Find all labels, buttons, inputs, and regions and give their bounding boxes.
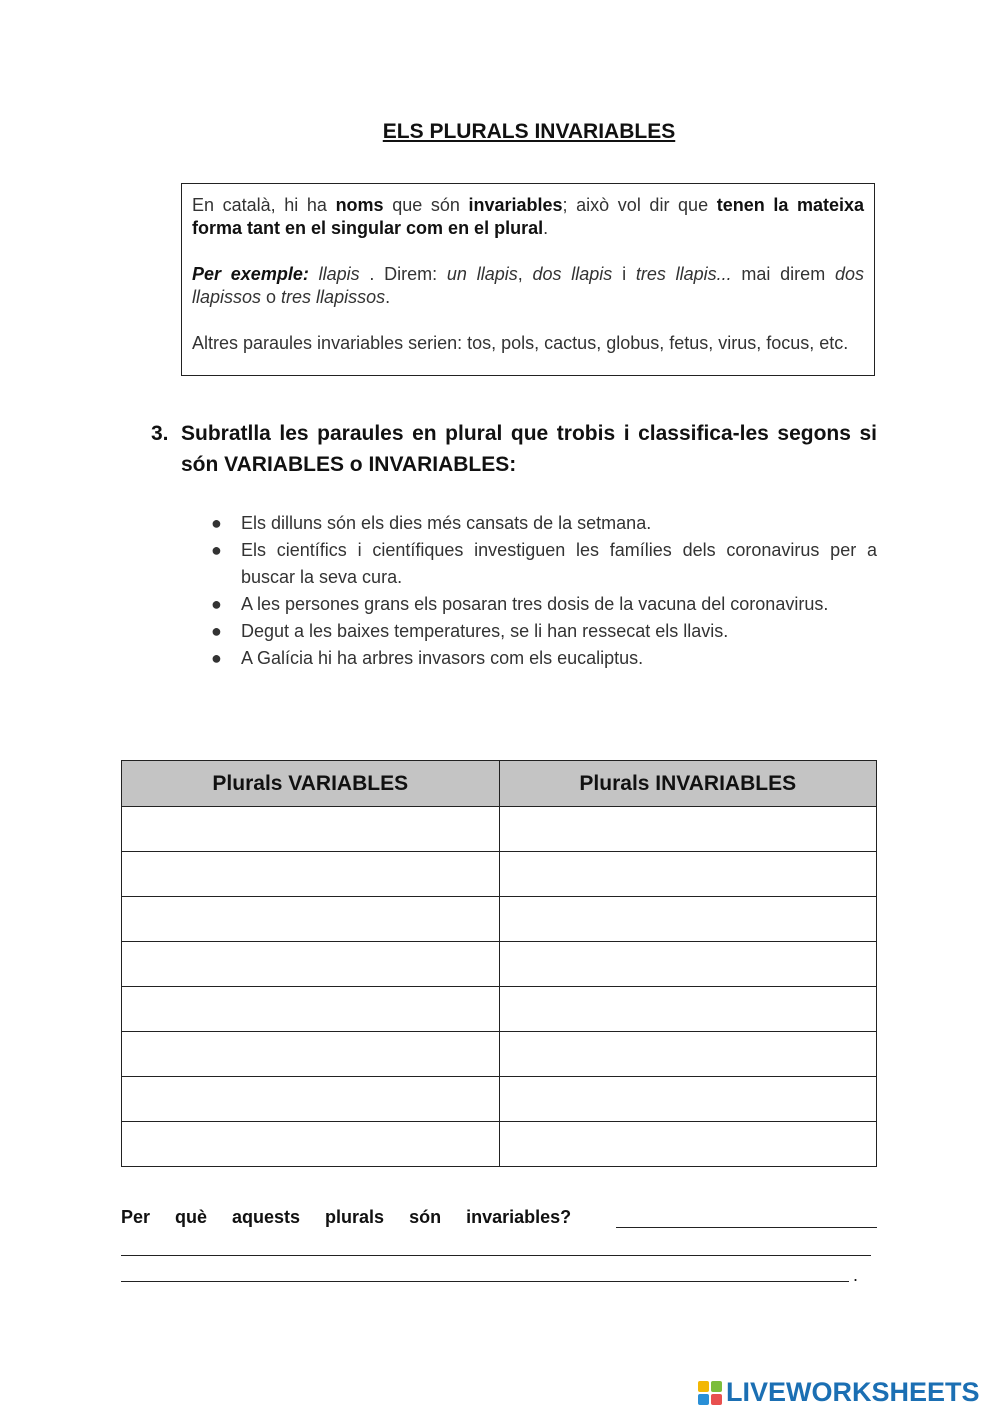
logo-square-blue xyxy=(698,1394,709,1405)
answer-line-1[interactable] xyxy=(616,1205,877,1228)
answer-cell-invariable[interactable] xyxy=(499,807,877,852)
answer-cell-invariable[interactable] xyxy=(499,852,877,897)
table-row xyxy=(122,1032,877,1077)
list-item: ● A Galícia hi ha arbres invasors com els eucaliptus. xyxy=(211,645,877,672)
table-row xyxy=(122,942,877,987)
logo-icon xyxy=(698,1381,722,1405)
logo-text: LIVEWORKSHEETS xyxy=(726,1377,980,1407)
question-text: Subratlla les paraules en plural que trobis i classifica-les segons si són VARIABLES o INVARIABLES: xyxy=(181,422,877,476)
liveworksheets-logo xyxy=(698,1377,980,1408)
table-header-row xyxy=(122,761,877,807)
answer-cell-invariable[interactable] xyxy=(499,1032,877,1077)
table-row xyxy=(122,807,877,852)
info-paragraph-3: Altres paraules invariables serien: tos, pols, cactus, globus, fetus, virus, focus, etc. xyxy=(192,333,849,353)
why-question xyxy=(121,1205,877,1228)
header-variables: Plurals VARIABLES xyxy=(122,761,500,807)
logo-square-green xyxy=(711,1381,722,1392)
answer-cell-variable[interactable] xyxy=(122,807,500,852)
logo-square-yellow xyxy=(698,1381,709,1392)
bullet-icon: ● xyxy=(211,594,222,614)
list-item: ● Els científics i científiques investiguen les famílies dels coronavirus per a buscar la seva cura. xyxy=(211,537,877,591)
info-paragraph-2: Per exemple: llapis . Direm: un llapis, dos llapis i tres llapis... mai direm dos llapissos o tres llapissos. xyxy=(192,264,864,307)
classification-table xyxy=(121,760,877,1167)
why-question-text: Per què aquests plurals són invariables? xyxy=(121,1207,572,1227)
list-item: ● A les persones grans els posaran tres dosis de la vacuna del coronavirus. xyxy=(211,591,877,618)
header-invariables: Plurals INVARIABLES xyxy=(499,761,877,807)
exercise-question xyxy=(151,418,877,480)
answer-cell-invariable[interactable] xyxy=(499,942,877,987)
answer-cell-variable[interactable] xyxy=(122,852,500,897)
answer-cell-invariable[interactable] xyxy=(499,1077,877,1122)
table-row xyxy=(122,987,877,1032)
info-paragraph-1: En català, hi ha noms que són invariables; això vol dir que tenen la mateixa forma tant en el singular com en el plural. xyxy=(192,195,864,238)
answer-cell-variable[interactable] xyxy=(122,987,500,1032)
answer-cell-variable[interactable] xyxy=(122,942,500,987)
sentence-list xyxy=(211,510,877,672)
answer-line-2[interactable] xyxy=(121,1255,871,1256)
list-item: ● Els dilluns són els dies més cansats de la setmana. xyxy=(211,510,877,537)
answer-cell-variable[interactable] xyxy=(122,1077,500,1122)
logo-square-red xyxy=(711,1394,722,1405)
info-box xyxy=(181,183,875,376)
bullet-icon: ● xyxy=(211,540,222,560)
bullet-icon: ● xyxy=(211,621,222,641)
table-row xyxy=(122,1122,877,1167)
table-row xyxy=(122,897,877,942)
answer-line-3[interactable] xyxy=(121,1281,849,1282)
answer-cell-variable[interactable] xyxy=(122,897,500,942)
bullet-icon: ● xyxy=(211,648,222,668)
answer-cell-variable[interactable] xyxy=(122,1032,500,1077)
answer-cell-invariable[interactable] xyxy=(499,987,877,1032)
answer-cell-invariable[interactable] xyxy=(499,897,877,942)
end-period: . xyxy=(853,1265,859,1285)
list-item: ● Degut a les baixes temperatures, se li han ressecat els llavis. xyxy=(211,618,877,645)
bullet-icon: ● xyxy=(211,513,222,533)
answer-cell-variable[interactable] xyxy=(122,1122,500,1167)
answer-cell-invariable[interactable] xyxy=(499,1122,877,1167)
question-number: 3. xyxy=(151,422,169,445)
page-title: ELS PLURALS INVARIABLES xyxy=(382,120,676,143)
table-row xyxy=(122,1077,877,1122)
table-row xyxy=(122,852,877,897)
